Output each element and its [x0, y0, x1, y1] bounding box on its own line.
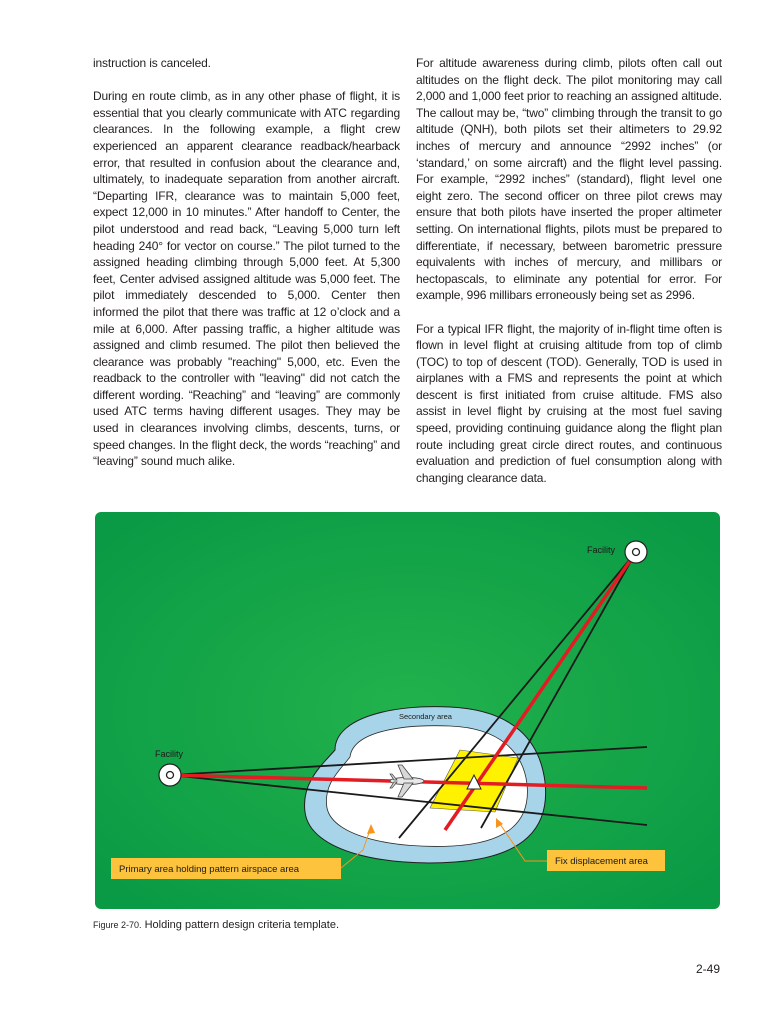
paragraph: instruction is canceled.: [93, 56, 211, 70]
facility-label-top: Facility: [587, 545, 616, 555]
paragraph: During en route climb, as in any other phase of flight, it is essential that you clearly communicate with ATC regarding clearances. In the following example, a flight crew experienced an apparent clearance readback/hearback error, that resulted in confusion about the clearance and, ultimately, to inadequate separation from another aircraft. “Departing IFR, clearance was to maintain 5,000 feet, expect 12,000 in 10 minutes.” After handoff to Center, the pilot understood and read back, “Leaving 5,000 turn left heading 240° for vector on course.” The pilot turned to the assigned heading climbing through 5,000 feet. At 5,300 feet, Center advised assigned altitude was 5,000 feet. The pilot immediately descended to 5,000. Center then informed the pilot that there was traffic at 12 o’clock and a mile at 6,000. After passing traffic, a higher altitude was assigned and climb resumed. The pilot then believed the clearance was probably "reaching" 5,000, etc. Even the readback to the controller with "leaving" did not catch the different wording. “Reaching” and “leaving” are commonly used ATC terms having different usages. They may be used in clearances involving climbs, descents, turns, or speed changes. In the flight deck, the words “reaching” and “leaving” sound much alike.: [93, 89, 400, 469]
holding-pattern-diagram: [95, 512, 720, 909]
facility-label-left: Facility: [155, 749, 184, 759]
paragraph: For a typical IFR flight, the majority of in-flight time often is flown in level flight at cruising altitude from top of climb (TOC) to top of descent (TOD). Generally, TOD is used in airplanes with a FMS and represents the point at which descent is first initiated from cruise altitude. FMS also assist in level flight by cruising at the most fuel saving speed, providing continuing guidance along the flight plan route including great circle direct routes, and continuous evaluation and prediction of fuel consumption along with changing clearance data.: [416, 321, 722, 485]
secondary-area-label: Secondary area: [399, 712, 452, 721]
holding-pattern-figure: [95, 512, 720, 909]
paragraph: For altitude awareness during climb, pilots often call out altitudes on the flight deck. The pilot monitoring may call 2,000 and 1,000 feet prior to reaching an assigned altitude. The callout may be, “two” climbing through the transit to go altitude (QNH), both pilots set their altimeters to 29.92 inches of mercury and announce “2992 inches” (or ‘standard,’ on some aircraft) and the flight level passing. For example, “2992 inches” (standard), flight level one eight zero. The second officer on three pilot crews may ensure that both pilots have inserted the proper altimeter setting. On international flights, pilots must be prepared to differentiate, if necessary, between barometric pressure equivalents with inches of mercury, and millibars or hectopascals, to eliminate any potential for error. For example, 996 millibars erroneously being set as 2996.: [416, 56, 722, 303]
fix-displacement-label: Fix displacement area: [555, 856, 648, 867]
page-number: 2-49: [696, 962, 721, 976]
figure-caption: [93, 919, 339, 931]
facility-icon: [625, 541, 647, 563]
right-text-column: [416, 55, 722, 503]
caption-text: Holding pattern design criteria template.: [144, 919, 340, 931]
left-text-column: [93, 55, 400, 486]
facility-icon: [159, 764, 181, 786]
primary-area-label: Primary area holding pattern airspace area: [119, 864, 300, 875]
figure-number: Figure 2-70.: [93, 920, 142, 930]
